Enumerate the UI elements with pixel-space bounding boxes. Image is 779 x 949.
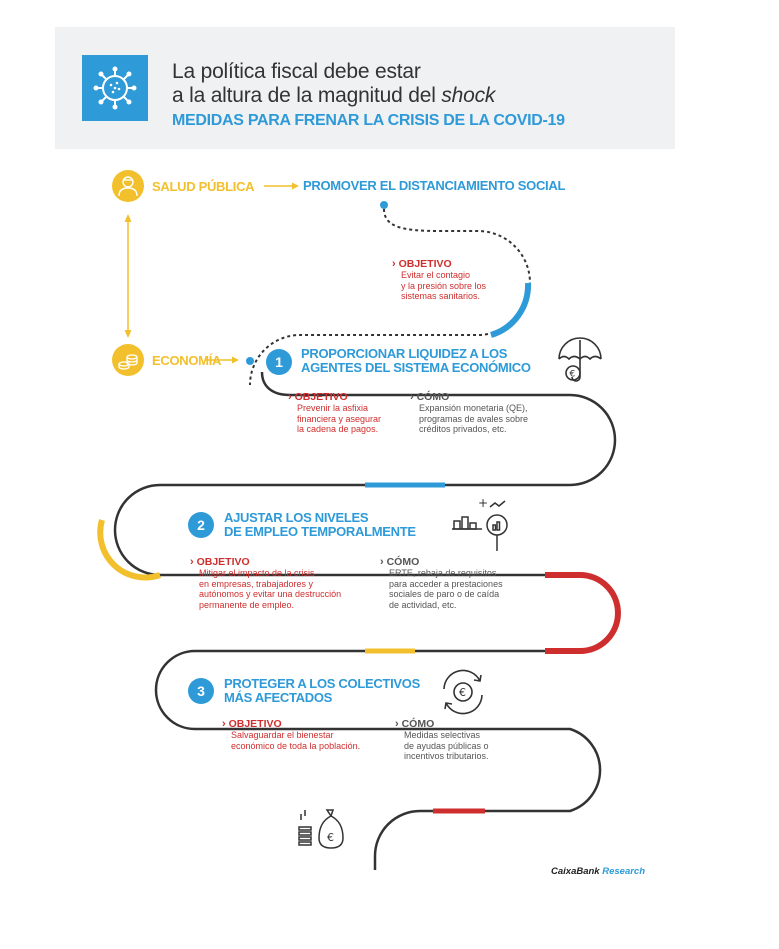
svg-text:+: +	[478, 496, 489, 510]
salud-action: PROMOVER EL DISTANCIAMIENTO SOCIAL	[303, 178, 566, 193]
step-2-title: AJUSTAR LOS NIVELES DE EMPLEO TEMPORALMENTE	[224, 510, 416, 539]
step-1-title: PROPORCIONAR LIQUIDEZ A LOS AGENTES DEL SISTEMA ECONÓMICO	[301, 346, 531, 375]
salud-publica-label: SALUD PÚBLICA	[152, 179, 255, 194]
svg-text:€: €	[327, 831, 334, 844]
doctor-icon	[112, 170, 144, 202]
svg-text:€: €	[569, 369, 576, 380]
page-title-line1: La política fiscal debe estar	[172, 60, 421, 83]
money-bag-icon	[297, 800, 349, 861]
step-1-objetivo: › OBJETIVO Prevenir la asfixia financiera y asegurar la cadena de pagos.	[288, 391, 382, 434]
step-2-como: › CÓMO ERTE, rebaja de requisitos para acceder a prestaciones sociales de paro o de caída de actividad, etc.	[380, 556, 503, 610]
page-subtitle: MEDIDAS PARA FRENAR LA CRISIS DE LA COVID-19	[172, 112, 565, 129]
step-1-number: 1	[266, 349, 292, 375]
step-2-objetivo: › OBJETIVO Mitigar el impacto de la crisis en empresas, trabajadores y autónomos y evitar una destrucción permanente de empleo.	[190, 556, 342, 610]
page-title-line2: a la altura de la magnitud del shock	[172, 84, 496, 107]
svg-text:€: €	[459, 686, 466, 699]
step-3-como: › CÓMO Medidas selectivas de ayudas públicas o incentivos tributarios.	[395, 718, 489, 761]
salud-objetivo: › OBJETIVO Evitar el contagio y la presión sobre los sistemas sanitarios.	[392, 258, 487, 301]
step-3-title: PROTEGER A LOS COLECTIVOS MÁS AFECTADOS	[224, 676, 420, 705]
step-1-como: › CÓMO Expansión monetaria (QE), programas de avales sobre créditos privados, etc.	[410, 391, 529, 434]
economia-label: ECONOMÍA	[152, 353, 222, 368]
step-3-objetivo: › OBJETIVO Salvaguardar el bienestar económico de toda la población.	[222, 718, 361, 751]
coins-icon	[112, 344, 144, 376]
euro-cycle-icon	[436, 667, 490, 722]
umbrella-euro-icon	[555, 335, 605, 392]
bar-chart-magnifier-icon	[452, 495, 518, 562]
brand-logo: CaixaBank Research	[551, 866, 646, 877]
step-2-number: 2	[188, 512, 214, 538]
step-3-number: 3	[188, 678, 214, 704]
